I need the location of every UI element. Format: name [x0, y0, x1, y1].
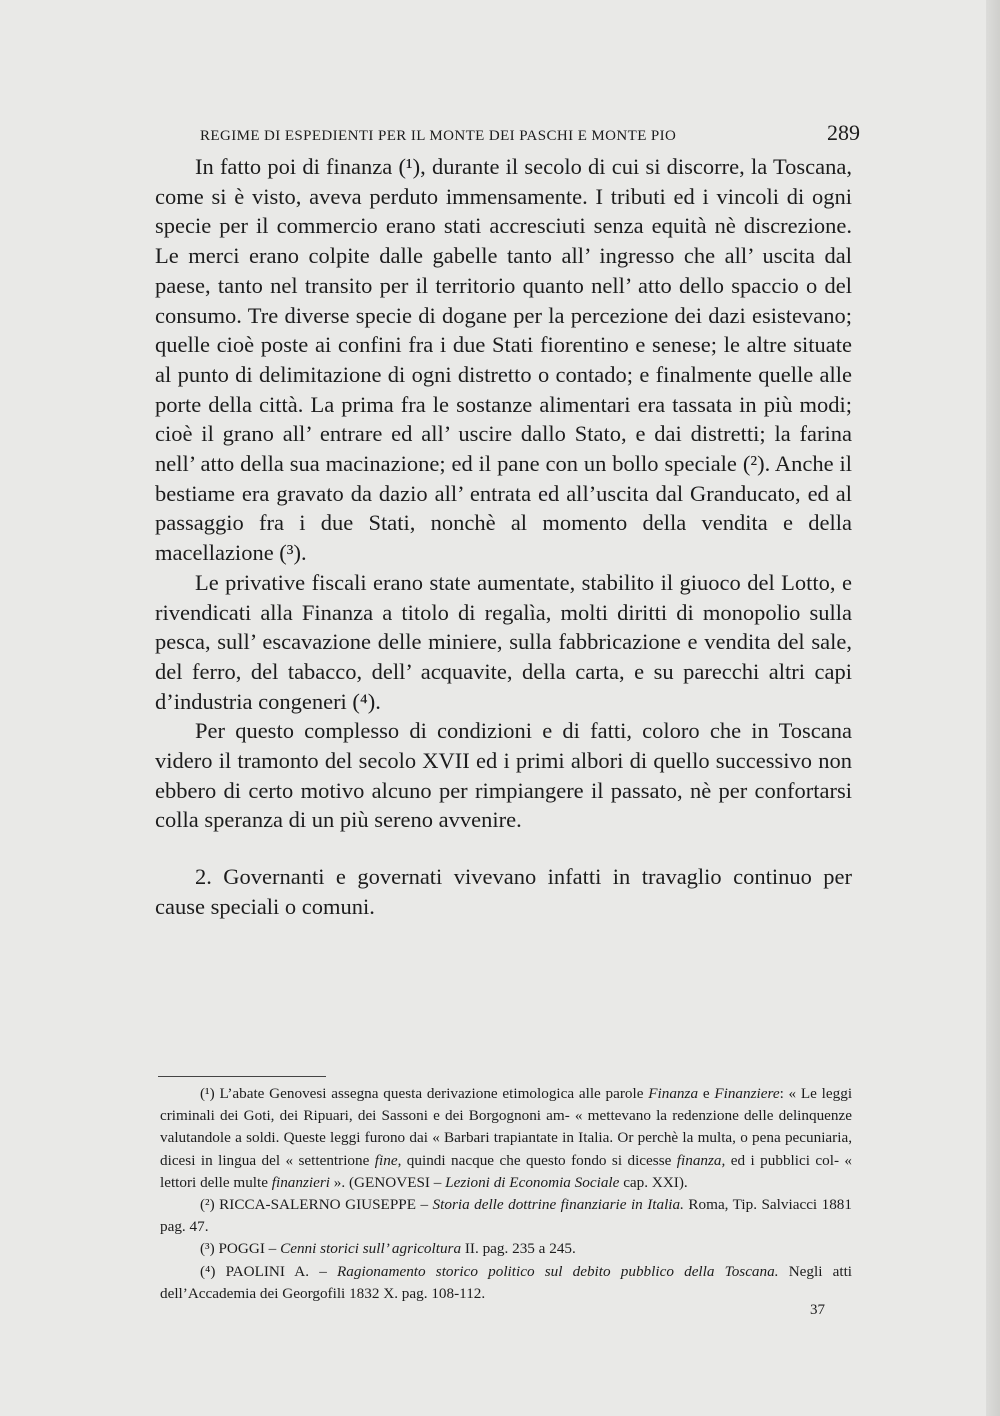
footnote-4-author: PAOLINI A. –: [225, 1262, 327, 1280]
footnote-1: [160, 1083, 852, 1194]
paragraph-privileges: Le privative fiscali erano state aumentate, stabilito il giuoco del Lotto, e rivendicati alla Finanza a titolo di regalìa, molti diritti di monopolio sulla pesca, sull’ escavazione delle miniere, sulla fabbricazione e vendita del sale, del ferro, del tabacco, dell’ acquavite, della carta, e su parecchi altri capi d’industria congeneri (⁴).: [155, 569, 852, 714]
page-edge-shadow: [986, 0, 1000, 1416]
footnote-1-term-finanza: Finanza: [648, 1085, 699, 1102]
footnote-4: [160, 1261, 852, 1305]
footnote-4-title: Ragionamento storico politico sul debito pubblico della Toscana.: [337, 1262, 779, 1280]
footnote-1-text-a: L’abate Genovesi assegna questa derivazione etimologica alle parole: [219, 1085, 644, 1102]
footnote-3-mark: (³): [200, 1240, 215, 1258]
footnote-4-publication: Negli atti dell’Accademia dei Georgofili 1832 X. pag. 108-112.: [160, 1262, 853, 1302]
main-text: [155, 152, 852, 922]
footnotes: [160, 1083, 852, 1305]
footnote-separator: [158, 1076, 326, 1077]
footnote-1-text-f: cap. XXI).: [623, 1173, 688, 1191]
footnote-1-text-e: ». (GENOVESI –: [333, 1173, 442, 1191]
footnote-1-term-finanza-2: finanza,: [676, 1151, 726, 1169]
page-number: 289: [827, 120, 860, 145]
paragraph-conditions: Per questo complesso di condizioni e di fatti, coloro che in Toscana videro il tramonto del secolo XVII ed i primi albori di quello successivo non ebbero di certo motivo alcuno per rimpiangere il passato, nè per confortarsi colla speranza di un più sereno avvenire.: [155, 718, 852, 833]
footnote-2: [160, 1194, 852, 1238]
footnote-3-publication: II. pag. 235 a 245.: [464, 1240, 576, 1258]
footnote-2-title: Storia delle dottrine finanziarie in Italia.: [432, 1196, 684, 1214]
footnote-1-source: Lezioni di Economia Sociale: [445, 1173, 620, 1191]
footnote-4-mark: (⁴): [200, 1262, 216, 1280]
footnote-1-text-c: , quindi nacque che questo fondo si dicesse: [397, 1151, 672, 1169]
footnote-3-author: POGGI –: [218, 1240, 277, 1258]
paragraph-section-2: 2. Governanti e governati vivevano infatti in travaglio continuo per cause speciali o comuni.: [155, 864, 852, 919]
running-title: REGIME DI ESPEDIENTI PER IL MONTE DEI PASCHI E MONTE PIO: [200, 128, 677, 144]
footnote-1-text-d: ed i pubblici col- « lettori delle multe: [160, 1151, 853, 1191]
signature-mark: 37: [810, 1302, 825, 1318]
footnote-1-term-finanziere: Finanziere: [714, 1085, 780, 1102]
footnote-2-mark: (²): [200, 1196, 215, 1214]
footnote-3-title: Cenni storici sull’ agricoltura: [280, 1240, 462, 1258]
footnote-1-term-fine: fine: [374, 1151, 398, 1169]
footnote-2-publication: Roma, Tip. Salviacci 1881 pag. 47.: [160, 1196, 852, 1236]
footnote-3: [160, 1238, 852, 1260]
footnote-1-text-b: : « Le leggi criminali dei Goti, dei Ripuari, dei Sassoni e dei Borgognoni am- « mettevano la redenzione delle delinquenze valutandole a soldi. Queste leggi furono dai « Barbari trapiantate in Italia. Or perchè la multa, o pena pecuniaria, dicesi in lingua del « settentrione: [160, 1085, 853, 1169]
running-header: [200, 120, 860, 150]
footnote-2-author: RICCA-SALERNO GIUSEPPE –: [219, 1196, 429, 1214]
footnote-1-connector: e: [702, 1085, 710, 1102]
footnote-1-term-finanzieri: finanzieri: [271, 1173, 330, 1191]
footnote-1-mark: (¹): [200, 1085, 215, 1102]
paragraph-finance: In fatto poi di finanza (¹), durante il secolo di cui si discorre, la Toscana, come si è visto, aveva perduto immensamente. I tributi ed i vincoli di ogni specie per il commercio erano stati accresciuti senza equità nè discrezione. Le merci erano colpite dalle gabelle tanto all’ ingresso che all’ uscita dal paese, tanto nel transito per il territorio quanto nell’ atto dello spaccio o del consumo. Tre diverse specie di dogane per la percezione dei dazi esistevano; quelle cioè poste ai confini fra i due Stati fiorentino e senese; le altre situate al punto di delimitazione di ogni distretto o contado; e finalmente quelle alle porte della città. La prima fra le sostanze alimentari era tassata in più modi; cioè il grano all’ entrare ed all’ uscire dallo Stato, e dai distretti; la farina nell’ atto della sua macinazione; ed il pane con un bollo speciale (²). Anche il bestiame era gravato da dazio all’ entrata ed all’uscita dal Granducato, ed al passaggio fra i due Stati, nonchè al momento della vendita e della macellazione (³).: [155, 154, 852, 566]
